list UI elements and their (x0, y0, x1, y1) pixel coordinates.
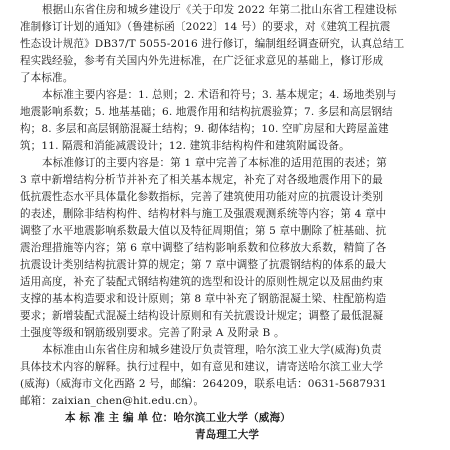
text-line: 了本标准。 (20, 72, 74, 84)
text-line: 本标准主要内容是：1. 总则；2. 术语和符号；3. 基本规定；4. 场地类别与 (42, 89, 397, 101)
text-line: (威海)（威海市文化西路 2 号，邮编：264209，联系电话：0631-5687931 (20, 378, 387, 390)
text-line: 调整了水平地震影响系数最大值以及特征周期值；第 5 章中删除了桩基础、抗 (20, 225, 387, 237)
text-line: 程实践经验，参考有关国内外先进标准，在广泛征求意见的基础上，修订形成 (20, 55, 384, 67)
text-line: 筑；11. 隔震和消能减震设计；12. 建筑非结构构件和建筑附属设备。 (20, 140, 350, 152)
text-line: 的表述，删除非结构构件、结构材料与施工及强震观测系统等内容；第 4 章中 (20, 208, 387, 220)
text-line: 地震影响系数；5. 地基基础；6. 地震作用和结构抗震验算；7. 多层和高层钢结 (20, 106, 393, 118)
text-line: 适用高度，补充了装配式钢结构建筑的选型和设计的原则性规定以及屈曲约束 (20, 276, 384, 288)
text-line: 抗震设计类别结构抗震计算的规定；第 7 章中调整了抗震钢结构的体系的最大 (20, 259, 387, 271)
text-line: 邮箱：zaixian_chen@hit.edu.cn）。 (20, 395, 205, 407)
chief-editor-unit-line: 青岛理工大学 (195, 429, 260, 441)
text-line: 根据山东省住房和城乡建设厅《关于印发 2022 年第二批山东省工程建设标 (42, 4, 397, 16)
chief-editor-unit-line: 本 标 准 主 编 单 位：哈尔滨工业大学（威海） (65, 412, 291, 424)
text-line: 3 章中新增结构分析节并补充了相关基本规定，补充了对各级地震作用下的最 (20, 174, 383, 186)
text-line: 震治理措施等内容；第 6 章中调整了结构影响系数和位移放大系数，精简了各 (20, 242, 387, 254)
text-line: 支撑的基本构造要求和设计原则；第 8 章中补充了钢筋混凝土梁、柱配筋构造 (20, 293, 387, 305)
text-line: 构；8. 多层和高层钢筋混凝土结构；9. 砌体结构；10. 空旷房屋和大跨屋盖建 (20, 123, 389, 135)
text-line: 要求；新增装配式混凝土结构设计原则和有关抗震设计规定；调整了最低混凝 (20, 310, 384, 322)
text-line: 本标准由山东省住房和城乡建设厅负责管理，哈尔滨工业大学(威海)负责 (42, 344, 382, 356)
text-line: 准制修订计划的通知》（鲁建标函〔2022〕14 号）的要求，对《建筑工程抗震 (20, 21, 391, 33)
text-line: 土强度等级和钢筋级别要求。完善了附录 A 及附录 B 。 (20, 327, 285, 339)
text-line: 低抗震性态水平具体量化参数指标，完善了建筑使用功能对应的抗震设计类别 (20, 191, 384, 203)
text-line: 具体技术内容的解释。执行过程中，如有意见和建议，请寄送哈尔滨工业大学 (20, 361, 384, 373)
text-line: 性态设计规范》DB37/T 5055-2016 进行修订，编制组经调查研究，认真总结工 (20, 38, 405, 50)
text-line: 本标准修订的主要内容是：第 1 章中完善了本标准的适用范围的表述；第 (42, 157, 387, 169)
